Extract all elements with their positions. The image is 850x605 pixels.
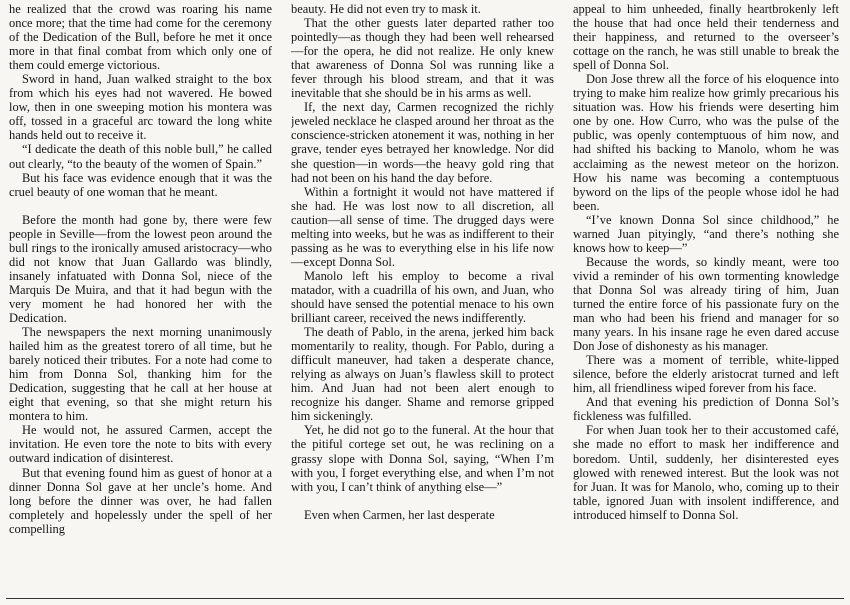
text-column-1 (9, 2, 272, 598)
paragraph: “I’ve known Donna Sol since childhood,” he warned Juan pityingly, “and there’s nothing she knows how to keep—” (573, 212, 839, 255)
paragraph: Yet, he did not go to the funeral. At the hour that the pitiful cortege set out, he was reclining on a grassy slope with Donna Sol, saying, “When I’m with you, I forget everything else, and when I’m not with you, I can’t think of anything else—” (291, 423, 554, 494)
paragraph: That the other guests later departed rather too pointedly—as though they had been well rehearsed—for the opera, he did not realize. He only knew that awareness of Donna Sol was running like a fever through his blood stream, and that it was inevitable that she should be in his arms as well. (291, 16, 554, 101)
paragraph: Sword in hand, Juan walked straight to the box from which his eyes had not wavered. He bowed low, then in one sweeping motion his montera was off, tossed in a graceful arc toward the long white hands held out to receive it. (9, 72, 272, 143)
paragraph: He would not, he assured Carmen, accept the invitation. He even tore the note to bits with every outward indication of disinterest. (9, 423, 272, 466)
paragraph: And that evening his prediction of Donna Sol’s fickleness was fulfilled. (573, 395, 839, 424)
paragraph: There was a moment of terrible, white-lipped silence, before the elderly aristocrat turned and left him, all friendliness wiped forever from his face. (573, 353, 839, 396)
paragraph: beauty. He did not even try to mask it. (291, 2, 481, 16)
paragraph: But his face was evidence enough that it was the cruel beauty of one woman that he meant. (9, 170, 272, 199)
text-column-3 (573, 2, 839, 598)
paragraph: Within a fortnight it would not have mattered if she had. He was lost now to all discretion, all caution—all sense of time. The drugged days were melting into weeks, but he was as indifferent to their passing as he was to everything else in his life now—except Donna Sol. (291, 184, 554, 269)
paragraph: he realized that the crowd was roaring his name once more; that the time had come for the ceremony of the Dedication of the Bull, before he met it once more in that final combat from which only one of them could emerge victorious. (9, 2, 272, 73)
bottom-rule (6, 598, 844, 599)
paragraph: appeal to him unheeded, finally heartbrokenly left the house that had once held their tenderness and their happiness, and returned to the overseer’s cottage on the ranch, he was still unable to break the spell of Donna Sol. (573, 2, 839, 73)
paragraph: The newspapers the next morning unanimously hailed him as the greatest torero of all time, but he barely noticed their tributes. For a note had come to him from Donna Sol, thanking him for the Dedication, suggesting that he call at her house at eight that evening, so that she might return his montera to him. (9, 325, 272, 424)
paragraph: Don Jose threw all the force of his eloquence into trying to make him realize how grimly precarious his situation was. How his friends were deserting him one by one. How Curro, who was the pulse of the public, was openly contemptuous of him now, and had shifted his backing to Manolo, whom he was acclaiming as the newest meteor on the horizon. How his name was becoming a contemptuous byword on the lips of the people whose idol he had been. (573, 72, 839, 213)
paragraph: Even when Carmen, her last desperate (304, 507, 495, 522)
paragraph: Because the words, so kindly meant, were too vivid a reminder of his own tormenting knowledge that Donna Sol was already tiring of him, Juan turned the entire force of his passionate fury on the man who had been his friend and manager for so many years. In his insane rage he even dared accuse Don Jose of dishonesty as his manager. (573, 254, 839, 354)
paragraph: “I dedicate the death of this noble bull,” he called out clearly, “to the beauty of the women of Spain.” (9, 142, 272, 171)
paragraph: But that evening found him as guest of honor at a dinner Donna Sol gave at her uncle’s home. And long before the dinner was over, he had fallen completely and hopelessly under the spell of her compelling (9, 465, 272, 536)
paragraph: Before the month had gone by, there were few people in Seville—from the lowest peon around the bull rings to the ironically amused aristocracy—who did not know that Juan Gallardo was blindly, insanely infatuated with Donna Sol, niece of the Marquis De Muira, and that it had begun with the very moment he had honored her with the Dedication. (9, 212, 272, 325)
paragraph: The death of Pablo, in the arena, jerked him back momentarily to reality, though. For Pablo, during a difficult maneuver, had taken a desperate chance, relying as always on Juan’s flawless skill to protect him. And Juan had not been alert enough to recognize his danger. Shame and remorse gripped him sickeningly. (291, 325, 554, 424)
paragraph: For when Juan took her to their accustomed café, she made no effort to mask her indifference and boredom. Until, suddenly, her disinterested eyes glowed with renewed interest. But the look was not for Juan. It was for Manolo, who, coming up to their table, ignored Juan with insolent indifference, and introduced himself to Donna Sol. (573, 423, 839, 522)
paragraph: If, the next day, Carmen recognized the richly jeweled necklace he clasped around her throat as the conscience-stricken atonement it was, nothing in her grave, tender eyes betrayed her knowledge. Nor did she question—in words—the heavy gold ring that had not been on his hand the day before. (291, 100, 554, 185)
text-column-2 (291, 2, 554, 598)
paragraph: Manolo left his employ to become a rival matador, with a cuadrilla of his own, and Juan, who should have sensed the potential menace to his own brilliant career, received the news indifferently. (291, 268, 554, 326)
